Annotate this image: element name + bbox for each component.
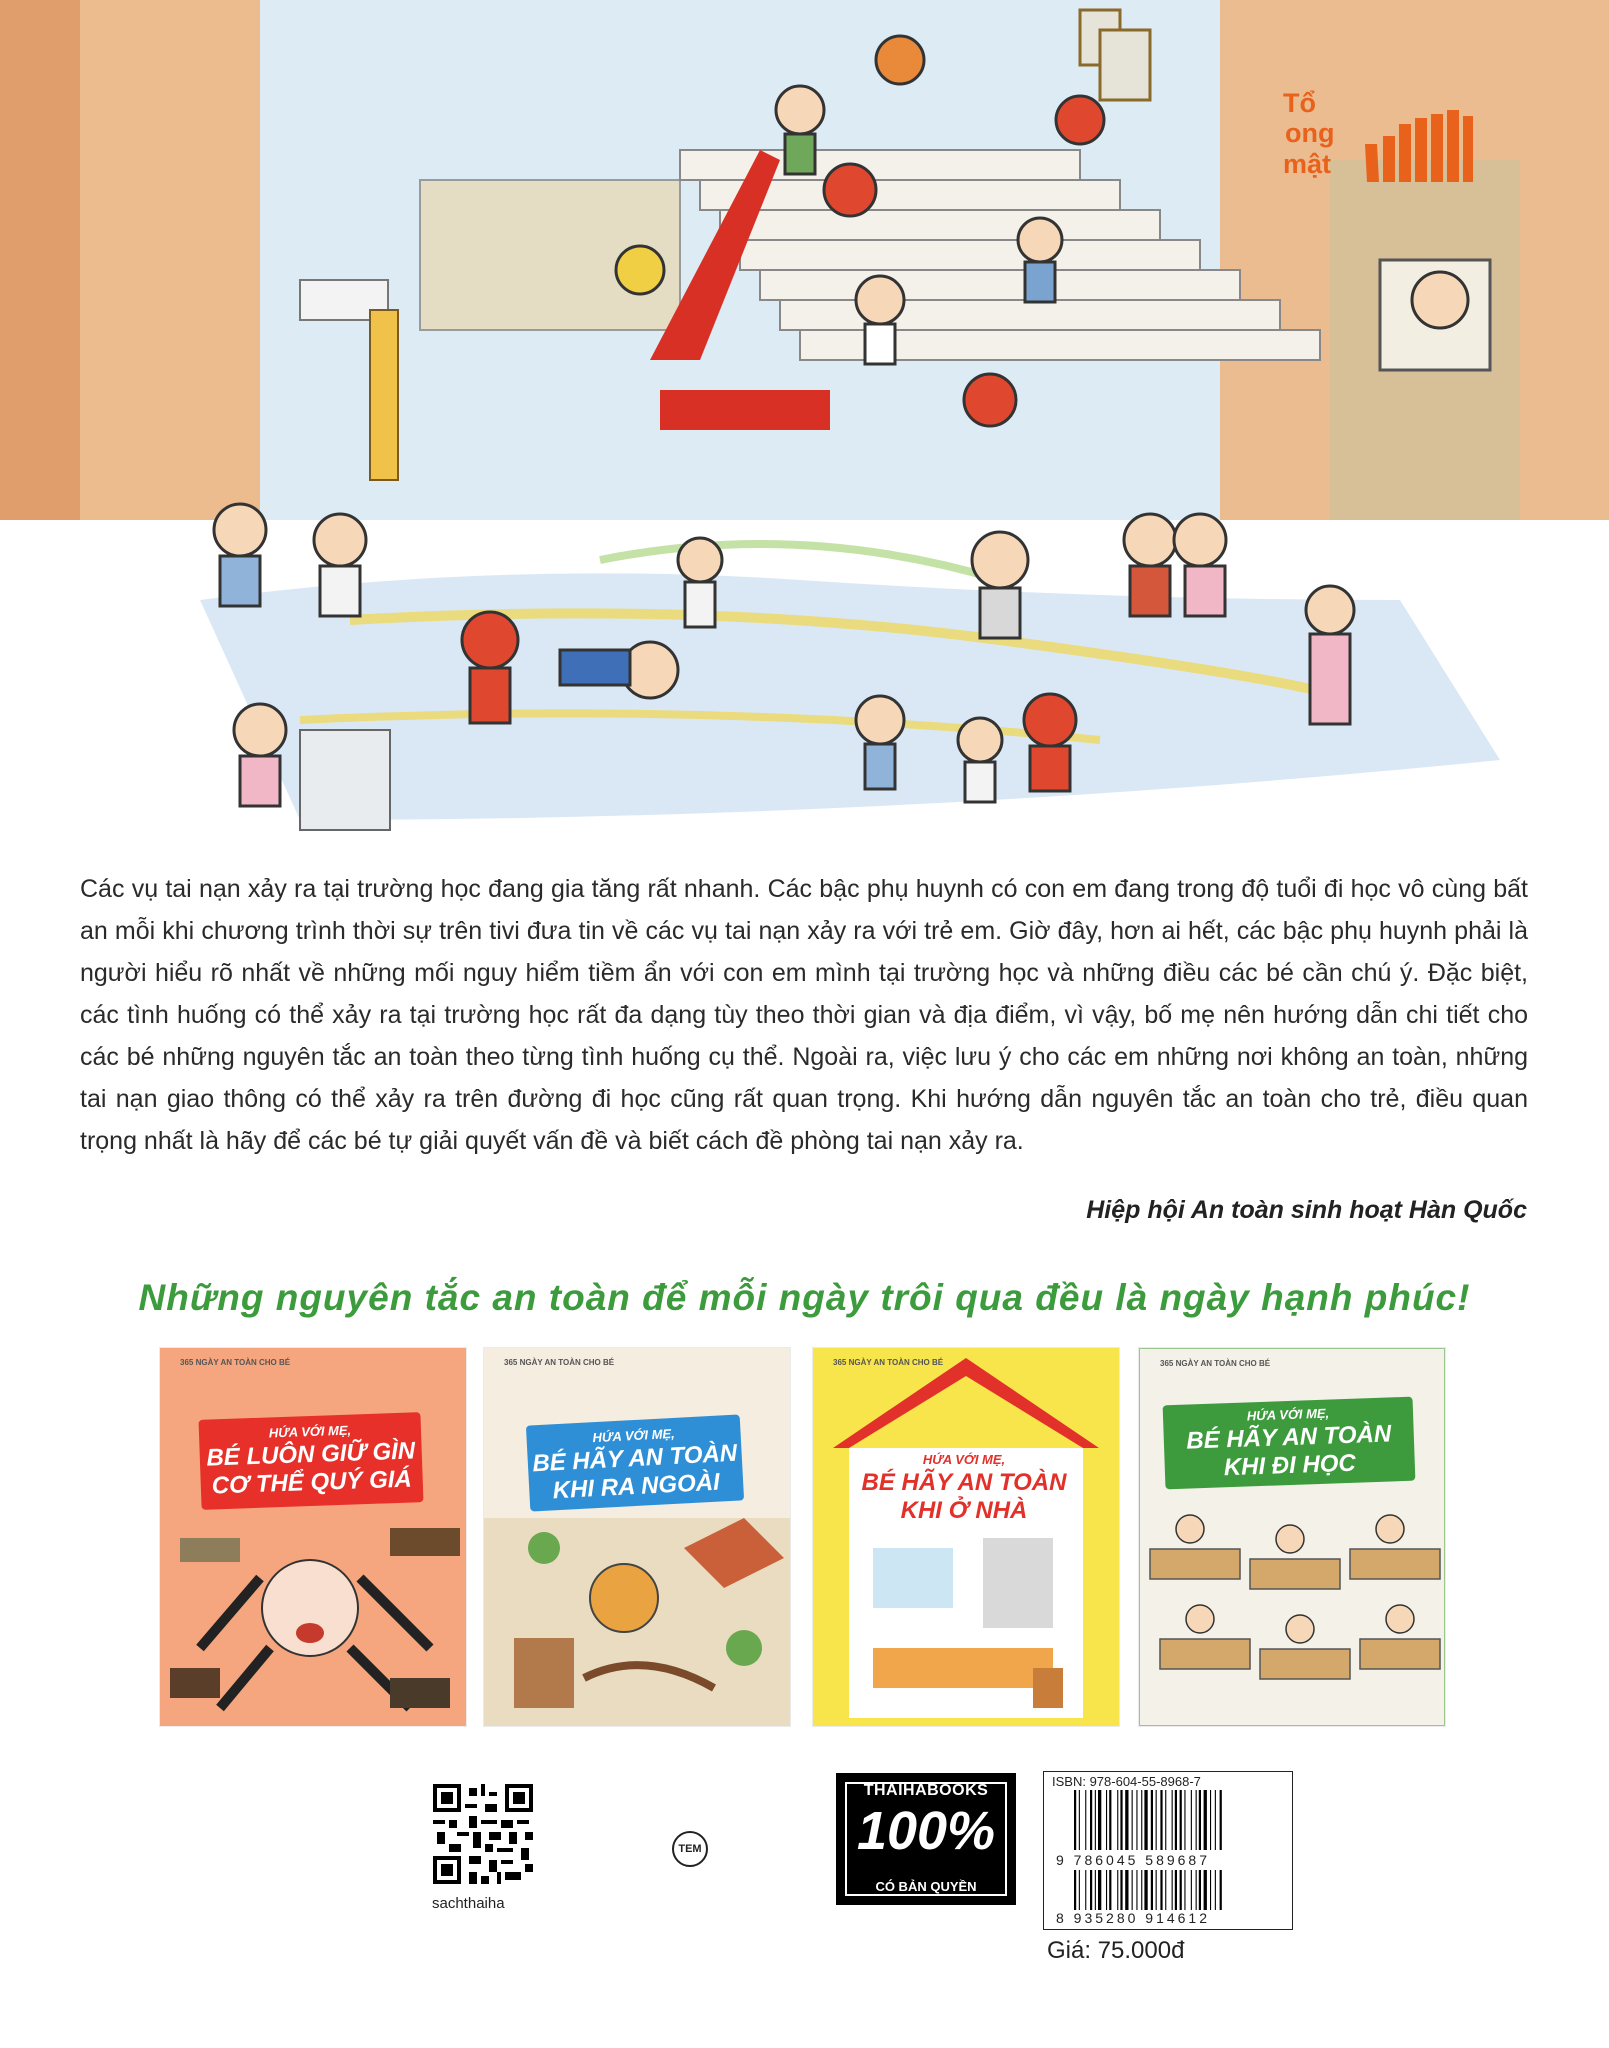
book-1-series-label: 365 NGÀY AN TOÀN CHO BÉ bbox=[180, 1358, 291, 1367]
logo-word-1: Tổ bbox=[1283, 88, 1316, 118]
series-book-2 bbox=[484, 1348, 790, 1726]
logo-bookshelf-icon bbox=[1363, 110, 1475, 182]
description-paragraph: Các vụ tai nạn xảy ra tại trường học đang gia tăng rất nhanh. Các bậc phụ huynh có con em đang trong độ tuổi đi học vô cùng bất an mỗi khi chương trình thời sự trên tivi đưa tin về các vụ tai nạn xảy ra với trẻ em. Giờ đây, hơn ai hết, các bậc phụ huynh phải là người hiểu rõ nhất về những mối nguy hiểm tiềm ẩn với con em mình tại trường học và những điều các bé cần chú ý. Đặc biệt, các tình huống có thể xảy ra tại trường học rất đa dạng tùy theo thời gian và địa điểm, vì vậy, bố mẹ nên hướng dẫn chi tiết cho các bé những nguyên tắc an toàn theo từng tình huống cụ thể. Ngoài ra, việc lưu ý cho các em những nơi không an toàn, những tai nạn giao thông có thể xảy ra trên đường đi học cũng rất quan trọng. Khi hướng dẫn nguyên tắc an toàn cho trẻ, điều quan trọng nhất là hãy để các bé tự giải quyết vấn đề và biết cách đề phòng tai nạn xảy ra. bbox=[80, 875, 1528, 1155]
series-book-1 bbox=[160, 1348, 466, 1726]
book-4-subtitle: BÉ HÃY AN TOÀN KHI ĐI HỌC bbox=[1185, 1420, 1392, 1482]
attribution: Hiệp hội An toàn sinh hoạt Hàn Quốc bbox=[1086, 1196, 1527, 1224]
book-2-title-bubble bbox=[526, 1414, 744, 1511]
badge-percent: 100% bbox=[856, 1801, 996, 1861]
book-2-cover-art bbox=[484, 1348, 790, 1726]
copyright-badge bbox=[836, 1773, 1016, 1905]
logo-word-3: mật bbox=[1283, 149, 1332, 179]
book-3-title-bubble bbox=[859, 1446, 1069, 1532]
stamp-seal: TEM bbox=[672, 1831, 708, 1867]
series-book-3 bbox=[813, 1348, 1119, 1726]
logo-word-2: ong bbox=[1285, 118, 1335, 148]
barcode-panel bbox=[1043, 1771, 1293, 1930]
series-slogan: Những nguyên tắc an toàn để mỗi ngày trôi qua đều là ngày hạnh phúc! bbox=[138, 1277, 1471, 1318]
book-1-title: HỨA VỚI MẸ, bbox=[268, 1422, 352, 1441]
product-barcode-digits: 8 935280 914612 bbox=[1056, 1910, 1210, 1926]
book-3-title: HỨA VỚI MẸ, bbox=[922, 1452, 1006, 1467]
qr-code-icon bbox=[433, 1784, 533, 1884]
book-3-subtitle: BÉ HÃY AN TOÀN KHI Ở NHÀ bbox=[861, 1469, 1067, 1524]
book-1-subtitle: BÉ LUÔN GIỮ GÌN CƠ THỂ QUÝ GIÁ bbox=[205, 1437, 416, 1500]
badge-brand: THAIHABOOKS bbox=[863, 1782, 989, 1799]
book-3-series-label: 365 NGÀY AN TOÀN CHO BÉ bbox=[833, 1358, 944, 1367]
book-4-title: HỨA VỚI MẸ, bbox=[1246, 1405, 1330, 1424]
series-book-4 bbox=[1139, 1348, 1445, 1726]
book-2-subtitle: BÉ HÃY AN TOÀN KHI RA NGOÀI bbox=[531, 1439, 738, 1505]
book-4-title-bubble bbox=[1163, 1397, 1416, 1490]
publisher-logo bbox=[1283, 90, 1473, 185]
book-2-title: HỨA VỚI MẸ, bbox=[592, 1425, 676, 1446]
product-barcode-icon bbox=[1074, 1870, 1270, 1910]
book-1-cover-art bbox=[160, 1348, 466, 1726]
book-2-series-label: 365 NGÀY AN TOÀN CHO BÉ bbox=[504, 1358, 615, 1367]
qr-caption: sachthaiha bbox=[432, 1895, 505, 1912]
isbn-barcode-digits: 9 786045 589687 bbox=[1056, 1852, 1210, 1868]
book-4-series-label: 365 NGÀY AN TOÀN CHO BÉ bbox=[1160, 1359, 1271, 1368]
book-3-cover-art bbox=[813, 1348, 1119, 1726]
price-label: Giá: 75.000đ bbox=[1047, 1937, 1185, 1964]
badge-text: CÓ BẢN QUYỀN bbox=[875, 1879, 977, 1894]
isbn-label: ISBN: 978-604-55-8968-7 bbox=[1052, 1774, 1201, 1789]
book-1-title-bubble bbox=[198, 1412, 423, 1510]
isbn-barcode-icon bbox=[1074, 1790, 1270, 1850]
